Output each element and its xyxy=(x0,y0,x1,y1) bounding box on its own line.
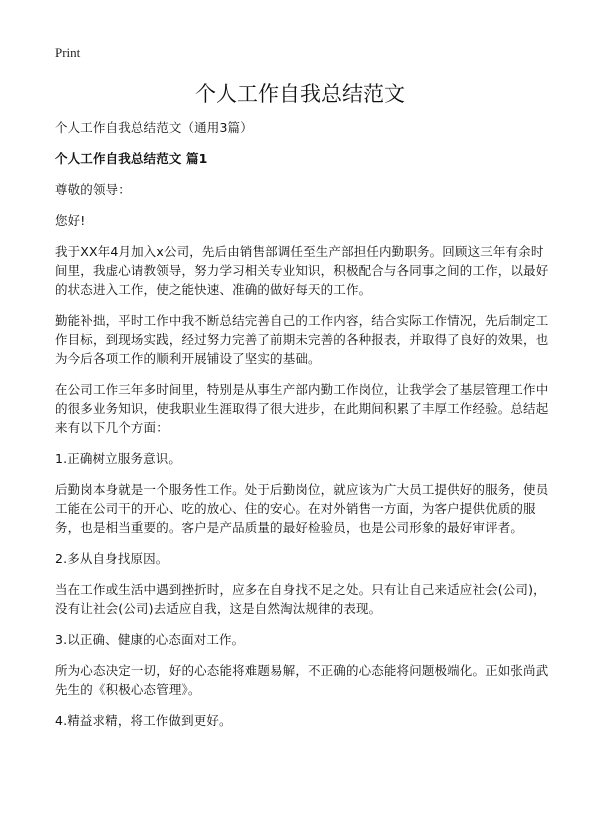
paragraph: 我于XX年4月加入x公司，先后由销售部调任至生产部担任内勤职务。回顾这三年有余时间里，我虚心请教领导，努力学习相关专业知识，积极配合与各同事之间的工作，以最好的状态进入工作，使之能快速、准确的做好每天的工作。 xyxy=(55,244,549,297)
list-heading: 2.多从自身找原因。 xyxy=(55,551,169,566)
paragraph: 所为心态决定一切，好的心态能将难题易解，不正确的心态能将问题极端化。正如张尚武先生的《积极心态管理》。 xyxy=(55,663,549,697)
document-title: 个人工作自我总结范文 xyxy=(195,82,405,106)
section-heading: 个人工作自我总结范文 篇1 xyxy=(55,151,208,166)
document-subtitle: 个人工作自我总结范文（通用3篇） xyxy=(55,120,253,135)
paragraph: 在公司工作三年多时间里，特别是从事生产部内勤工作岗位，让我学会了基层管理工作中的很多业务知识，使我职业生涯取得了很大进步，在此期间积累了丰厚工作经验。总结起来有以下几个方面： xyxy=(55,382,549,435)
paragraph: 勤能补拙，平时工作中我不断总结完善自己的工作内容，结合实际工作情况，先后制定工作目标，到现场实践，经过努力完善了前期未完善的各种报表，并取得了良好的效果，也为今后各项工作的顺利开展铺设了坚实的基础。 xyxy=(55,313,549,366)
print-link[interactable]: Print xyxy=(55,45,81,60)
list-heading: 4.精益求精，将工作做到更好。 xyxy=(55,713,232,728)
list-heading: 1.正确树立服务意识。 xyxy=(55,451,182,466)
greeting: 尊敬的领导： xyxy=(55,182,131,197)
salutation: 您好! xyxy=(55,213,86,228)
paragraph: 后勤岗本身就是一个服务性工作。处于后勤岗位，就应该为广大员工提供好的服务，使员工能在公司干的开心、吃的放心、住的安心。在对外销售一方面，为客户提供优质的服务，也是相当重要的。客户是产品质量的最好检验员，也是公司形象的最好审评者。 xyxy=(55,482,549,535)
paragraph: 当在工作或生活中遇到挫折时，应多在自身找不足之处。只有让自己来适应社会(公司)，没有让社会(公司)去适应自我，这是自然淘汰规律的表现。 xyxy=(55,582,546,616)
document-body xyxy=(55,118,555,742)
list-heading: 3.以正确、健康的心态面对工作。 xyxy=(55,632,245,647)
